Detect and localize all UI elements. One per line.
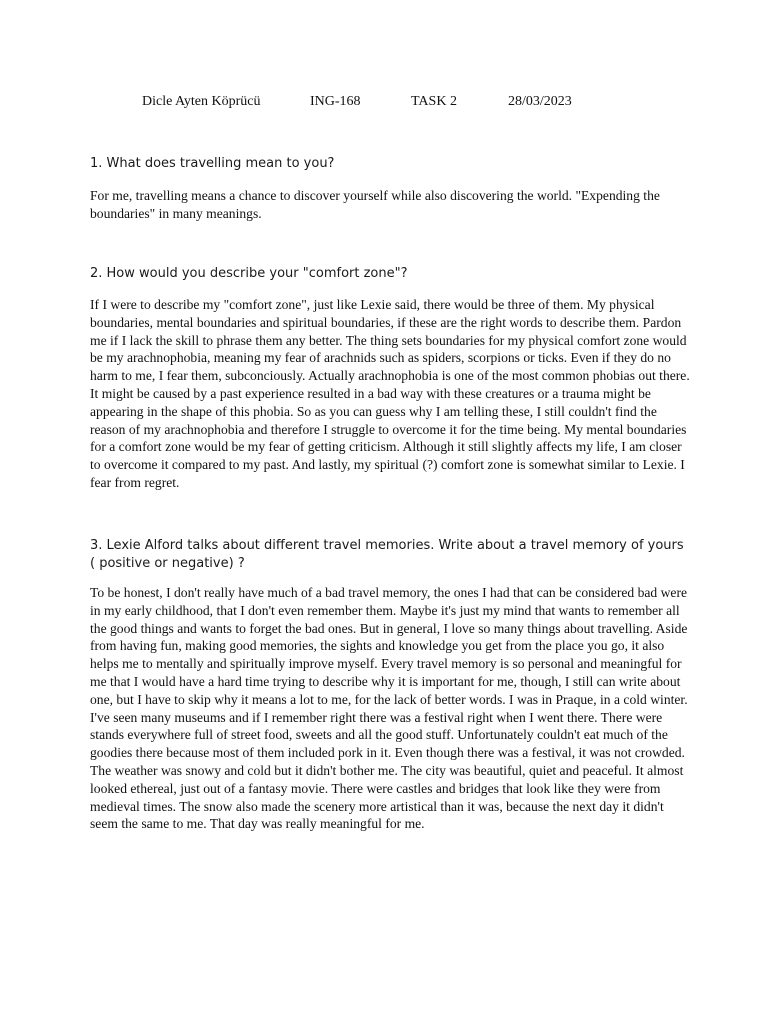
answer-1: For me, travelling means a chance to discover yourself while also discovering the world. "Expending the boundaries" in many meanings. [90, 188, 660, 221]
document-date: 28/03/2023 [508, 94, 572, 109]
question-2: 2. How would you describe your "comfort zone"? [90, 266, 408, 281]
task-label: TASK 2 [411, 94, 457, 109]
course-code: ING-168 [310, 94, 361, 109]
answer-2: If I were to describe my "comfort zone", just like Lexie said, there would be three of them. My physical boundaries, mental boundaries and spiritual boundaries, if these are the right words to describe them. Pardon me if I lack the skill to phrase them any better. The thing sets boundaries for my physical comfort zone would be my arachnophobia, meaning my fear of arachnids such as spiders, scorpions or ticks. Even if they do no harm to me, I fear them, subconciously. Actually arachnophobia is one of the most common phobias out there. It might be caused by a past experience resulted in a bad way with these creatures or a trauma might be appearing in the shape of this phobia. So as you can guess why I am telling these, I still couldn't find the reason of my arachnophobia and therefore I struggle to overcome it for the time being. My mental boundaries for a comfort zone would be my fear of getting criticism. Although it still slightly affects my life, I am closer to overcome it compared to my past. And lastly, my spiritual (?) comfort zone is somewhat similar to Lexie. I fear from regret. [90, 297, 690, 490]
question-1: 1. What does travelling mean to you? [90, 156, 335, 171]
student-name: Dicle Ayten Köprücü [142, 94, 261, 109]
question-3: 3. Lexie Alford talks about different travel memories. Write about a travel memory of yours ( positive or negative) ? [90, 538, 684, 571]
answer-3: To be honest, I don't really have much of a bad travel memory, the ones I had that can be considered bad were in my early childhood, that I don't even remember them. Maybe it's just my mind that wants to remember all the good things and wants to forget the bad ones. But in general, I love so many things about travelling. Aside from having fun, making good memories, the sights and knowledge you get from the place you go, it also helps me to mentally and spiritually improve myself. Every travel memory is so personal and meaningful for me that I would have a hard time trying to describe why it is important for me, though, I still can write about one, but I have to skip why it means a lot to me, for the lack of better words. I was in Praque, in a cold winter. I've seen many museums and if I remember right there was a festival right when I went there. There were stands everywhere full of street food, sweets and all the good stuff. Unfortunately couldn't eat much of the goodies there because most of them included pork in it. Even though there was a festival, it was not crowded. The weather was snowy and cold but it didn't bother me. The city was beautiful, quiet and peaceful. It almost looked ethereal, just out of a fantasy movie. There were castles and bridges that look like they were from medieval times. The snow also made the scenery more artistical than it was, because the next day it didn't seem the same to me. That day was really meaningful for me. [90, 585, 688, 832]
